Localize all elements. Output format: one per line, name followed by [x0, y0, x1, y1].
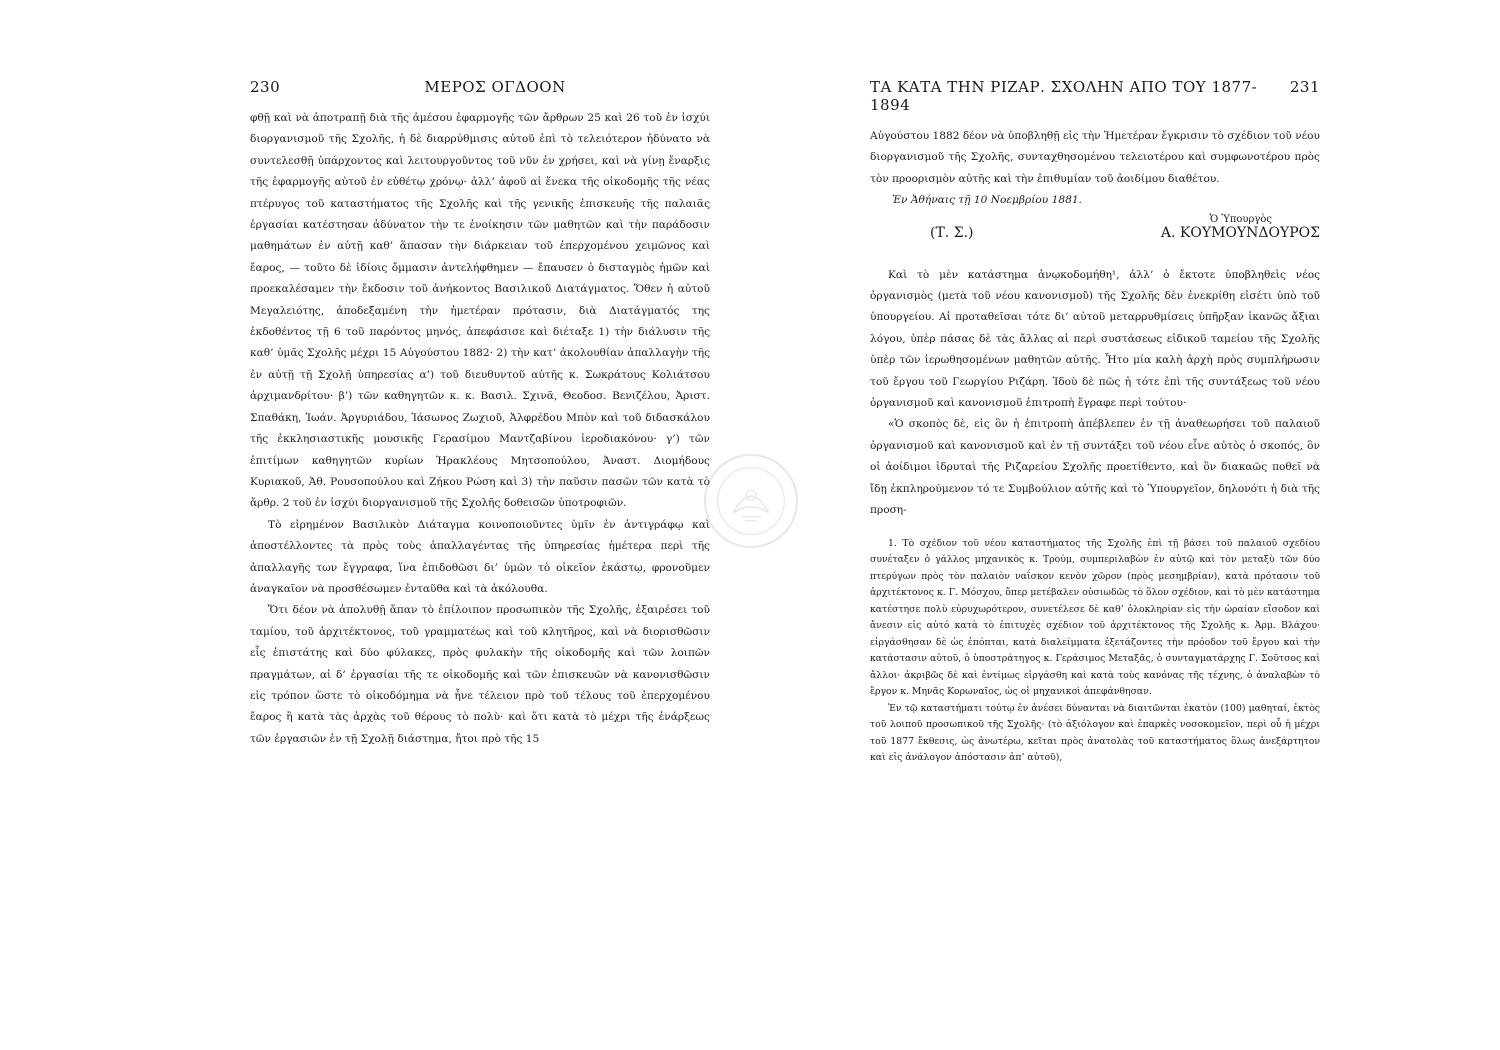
- footnote-1: 1. Τὸ σχέδιον τοῦ νέου καταστήματος τῆς Σχολῆς ἐπὶ τῇ βάσει τοῦ παλαιοῦ σχεδίου συνέταξεν ὁ γάλλος μηχανικὸς κ. Τρούμ, συμπεριλαβὼν ἐν αὐτῷ καὶ τὸν μεταξὺ τῶν δύο πτερύγων πρὸς τὸν παλαιὸν ναΐσκον κενὸν χῶρον (πρὸς μεσημβρίαν), κατὰ πρότασιν τοῦ ἀρχιτέκτονος κ. Γ. Μόσχου, ὅπερ μετέβαλεν οὐσιωδῶς τὸ ὅλον σχέδιον, καὶ τὸ μὲν κατάστημα κατέστησε πολὺ εὐρυχωρότερον, συνετέλεσε δὲ καθ’ ὁλοκληρίαν εἰς τὴν ὡραίαν εἴσοδον καὶ ἄνεσιν εἰς αὐτό κατὰ τὸ ἐπιτυχὲς σχέδιον τοῦ ἀρχιτέκτονος τῆς Σχολῆς κ. Ἀρμ. Βλάχου· εἰργάσθησαν δὲ ὡς ἐπόπται, κατὰ διαλείμματα ἐξετάζοντες τὴν πρόοδον τοῦ ἔργου καὶ τὴν κατάστασιν αὐτοῦ, ὁ ὑποστράτηγος κ. Γεράσιμος Μεταξᾶς, ὁ συνταγματάρχης Γ. Σοῦτσος καὶ ἄλλοι· ἀκριβῶς δὲ καὶ ἐντίμως εἰργάσθη καὶ κατὰ τοὺς κανόνας τῆς τέχνης, ὁ ἀναλαβὼν τὸ ἔργον κ. Μηνᾶς Κορωναῖος, ὡς οἱ μηχανικοὶ ἀπεφάνθησαν.: [870, 537, 1320, 697]
- left-page-number: 230: [250, 78, 281, 96]
- left-running-head: [250, 78, 710, 96]
- right-body-text: [870, 126, 1320, 522]
- signatory-name: Α. ΚΟΥΜΟΥΝΔΟΥΡΟΣ: [1160, 224, 1320, 241]
- left-paragraph-3: Ὅτι δέον νὰ ἀπολυθῇ ἅπαν τὸ ἐπίλοιπον προσωπικὸν τῆς Σχολῆς, ἐξαιρέσει τοῦ ταμίου, τοῦ ἀρχιτέκτονος, τοῦ γραμματέως καὶ τοῦ κλητῆρος, καὶ νὰ διορισθῶσιν εἷς ἐπιστάτης καὶ δύο φύλακες, πρὸς φυλακὴν τῆς οἰκοδομῆς καὶ τῶν λοιπῶν πραγμάτων, αἱ δ’ ἐργασίαι τῆς τε οἰκοδομῆς καὶ τῶν ἐπισκευῶν νὰ κανονισθῶσιν εἰς τρόπον ὥστε τὸ οἰκοδόμημα νὰ ἦνε τέλειον πρὸ τοῦ τέλους τοῦ ἐπερχομένου ἔαρος ἢ κατὰ τὰς ἀρχὰς τοῦ θέρους τὸ πολὺ· καὶ ὅτι κατὰ τὸ μέχρι τῆς ἐνάρξεως τῶν ἐργασιῶν ἐν τῇ Σχολῇ διάστημα, ἤτοι πρὸ τῆς 15: [250, 604, 710, 745]
- left-body-text: [250, 108, 710, 750]
- seal-mark: (Τ. Σ.): [930, 224, 974, 241]
- minister-title: Ὁ Ὑπουργὸς: [1209, 213, 1272, 225]
- library-stamp-icon: [702, 452, 800, 550]
- right-page: [870, 78, 1320, 767]
- footnote-1-continuation: Ἐν τῷ καταστήματι τούτῳ ἐν ἀνέσει δύνανται νὰ διαιτῶνται ἑκατὸν (100) μαθηταί, ἐκτὸς τοῦ λοιποῦ προσωπικοῦ τῆς Σχολῆς· (τὸ ἀξιόλογον καὶ ἐπαρκὲς νοσοκομεῖον, περὶ οὗ ἡ μέχρι τοῦ 1877 ἔκθεσις, ὡς ἀνωτέρω, κεῖται πρὸς ἀνατολὰς τοῦ καταστήματος ὅλως ἀνεξάρτητον καὶ εἰς ἀνάλογον ἀπόστασιν ἀπ’ αὐτοῦ),: [870, 702, 1320, 763]
- signature-block: [870, 225, 1320, 241]
- right-paragraph-2: «Ὁ σκοπὸς δὲ, εἰς ὃν ἡ ἐπιτροπὴ ἀπέβλεπεν ἐν τῇ ἀναθεωρήσει τοῦ παλαιοῦ ὀργανισμοῦ καὶ κανονισμοῦ καὶ ἐν τῇ συντάξει τοῦ νέου εἶνε αὐτὸς ὁ σκοπός, ὃν οἱ ἀοίδιμοι ἱδρυταὶ τῆς Ριζαρείου Σχολῆς προετίθεντο, καὶ ὃν διακαῶς ποθεῖ νὰ ἴδῃ ἐκπληρούμενον τό τε Συμβούλιον αὐτῆς καὶ τὸ Ὑπουργεῖον, δηλονότι ἡ διὰ τῆς προση-: [870, 418, 1320, 517]
- left-paragraph-2: Τὸ εἰρημένον Βασιλικὸν Διάταγμα κοινοποιοῦντες ὑμῖν ἐν ἀντιγράφῳ καὶ ἀποστέλλοντες τὰ πρὸς τοὺς ἀπαλλαγέντας τῆς ὑπηρεσίας ἡμέτερα περὶ τῆς ἀπαλλαγῆς των ἔγγραφα, ἵνα ἐπιδοθῶσι δι’ ὑμῶν τὸ οἰκεῖον ἑκάστῳ, φρονοῦμεν ἀναγκαῖον νὰ προσθέσωμεν ἐνταῦθα καὶ τὰ ἀκόλουθα.: [250, 518, 710, 595]
- right-paragraph-1: Καὶ τὸ μὲν κατάστημα ἀνῳκοδομήθη¹, ἀλλ’ ὁ ἔκτοτε ὑποβληθεὶς νέος ὀργανισμὸς (μετὰ τοῦ νέου κανονισμοῦ) τῆς Σχολῆς δὲν ἐνεκρίθη εἰσέτι ὑπὸ τοῦ ὑπουργείου. Αἱ προταθεῖσαι τότε δι’ αὐτοῦ μεταρρυθμίσεις ὑπῆρξαν ἱκανῶς ἄξιαι λόγου, ὑπὲρ πάσας δὲ τὰς ἄλλας αἱ περὶ συστάσεως εἰδικοῦ ταμείου τῆς Σχολῆς ὑπὲρ τῶν ἱερωθησομένων μαθητῶν αὐτῆς. Ἦτο μία καλὴ ἀρχὴ πρὸς συμπλήρωσιν τοῦ ἔργου τοῦ Γεωργίου Ριζάρη. Ἰδοὺ δὲ πῶς ἡ τότε ἐπὶ τῆς συντάξεως τοῦ νέου ὀργανισμοῦ καὶ κανονισμοῦ ἐπιτροπὴ ἔγραφε περὶ τούτου·: [870, 268, 1320, 410]
- left-page: [250, 78, 710, 750]
- right-running-head: [870, 78, 1320, 114]
- right-opening-paragraph: Αὐγούστου 1882 δέον νὰ ὑποβληθῇ εἰς τὴν Ἡμετέραν ἔγκρισιν τὸ σχέδιον τοῦ νέου διοργανισμοῦ τῆς Σχολῆς, συνταχθησομένου τελειοτέρου καὶ συμφωνοτέρου πρὸς τὸν προορισμὸν αὐτῆς καὶ τὴν ἐπιθυμίαν τοῦ ἀοιδίμου διαθέτου.: [870, 130, 1320, 185]
- right-page-number: 231: [1289, 78, 1320, 96]
- left-running-title: ΜΕΡΟΣ ΟΓΔΟΟΝ: [424, 78, 566, 96]
- right-running-title: ΤΑ ΚΑΤΑ ΤΗΝ ΡΙΖΑΡ. ΣΧΟΛΗΝ ΑΠΟ ΤΟΥ 1877-1894: [870, 78, 1258, 114]
- decree-date-line: Ἐν Ἀθήναις τῇ 10 Νοεμβρίου 1881.: [892, 194, 1082, 207]
- left-paragraph-1: φθῇ καὶ νὰ ἀποτραπῇ διὰ τῆς ἀμέσου ἐφαρμογῆς τῶν ἄρθρων 25 καὶ 26 τοῦ ἐν ἰσχύι διοργανισμοῦ τῆς Σχολῆς, ἡ δὲ διαρρύθμισις αὐτοῦ ἐπὶ τὸ τελειότερον ἠδύνατο νὰ συντελεσθῇ ὑπάρχοντος καὶ λειτουργοῦντος τοῦ νῦν ἐν χρήσει, καὶ νὰ γίνῃ ἔναρξις τῆς ἐφαρμογῆς αὐτοῦ ἐν εὐθέτῳ χρόνῳ· ἀλλ’ ἀφοῦ αἱ ἕνεκα τῆς οἰκοδομῆς τῆς νέας πτέρυγος τοῦ καταστήματος τῆς Σχολῆς καὶ τῆς γενικῆς ἐπισκευῆς τῆς παλαιᾶς ἐργασίαι κατέστησαν ἀδύνατον τὴν τε ἐνοίκησιν τῶν μαθητῶν καὶ τὴν παράδοσιν μαθημάτων ἐν αὐτῇ καθ’ ἅπασαν τὴν διάρκειαν τοῦ ἐπερχομένου χειμῶνος καὶ ἔαρος, — τοῦτο δὲ ἰδίοις ὄμμασιν ἀντελήφθημεν — ἔπαυσεν ὁ δισταγμὸς ἡμῶν καὶ προεκαλέσαμεν τὴν ἔκδοσιν τοῦ ἀνήκοντος Βασιλικοῦ Διατάγματος. Ὅθεν ἡ αὐτοῦ Μεγαλειότης, ἀποδεξαμένη τὴν ἡμετέραν πρότασιν, διὰ Διατάγματός της ἐκδοθέντος τῇ 6 τοῦ παρόντος μηνός, ἀπεφάσισε καὶ διέταξε 1) τὴν διάλυσιν τῆς καθ’ ὑμᾶς Σχολῆς μέχρι 15 Αὐγούστου 1882· 2) τὴν κατ’ ἀκολουθίαν ἀπαλλαγὴν τῆς ἐν αὐτῇ τῇ Σχολῇ ὑπηρεσίας α’) τοῦ διευθυντοῦ αὐτῆς κ. Σωκράτους Κολιάτσου ἀρχιμανδρίτου· β’) τῶν καθηγητῶν κ. κ. Βασιλ. Σχινᾶ, Θεοδοσ. Βενιζέλου, Ἀριστ. Σπαθάκη, Ἰωάν. Ἀργυριάδου, Ἰάσωνος Ζωχιοῦ, Ἀλφρέδου Μπὸν καὶ τοῦ διδασκάλου τῆς ἐκκλησιαστικῆς μουσικῆς Γερασίμου Μαντζαβίνου ἱεροδιακόνου· γ’) τῶν ἐπιτίμων καθηγητῶν κυρίων Ἡρακλέους Μητσοπούλου, Ἀναστ. Διομήδους Κυριακοῦ, Ἀθ. Ρουσοπούλου καὶ Ζήκου Ρώση καὶ 3) τὴν παῦσιν πασῶν τῶν κατὰ τὸ ἄρθρ. 2 τοῦ ἐν ἰσχύι διοργανισμοῦ τῆς Σχολῆς δοθεισῶν ὑποτροφιῶν.: [250, 112, 710, 510]
- footnotes: [870, 536, 1320, 767]
